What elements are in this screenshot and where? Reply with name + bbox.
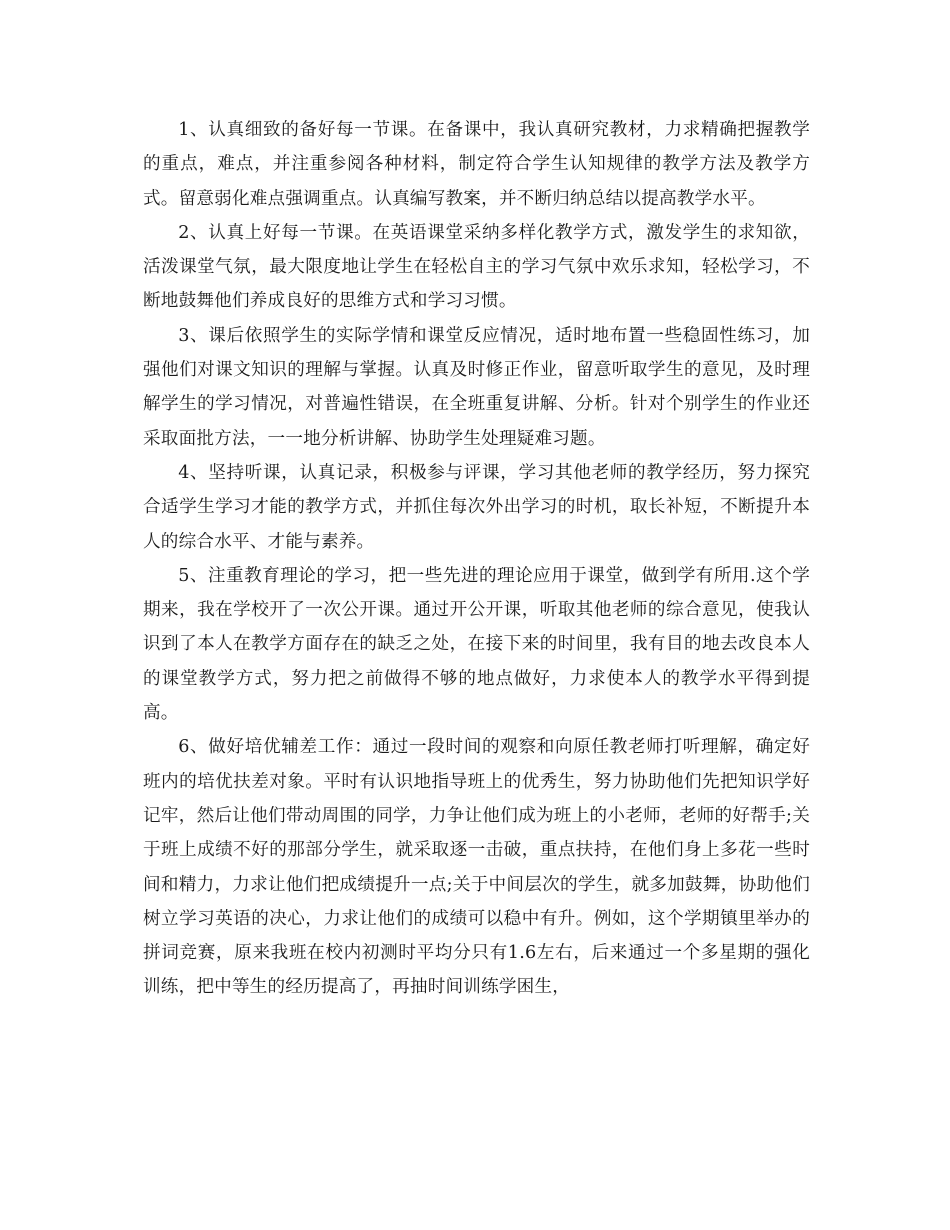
paragraph-6: 6、做好培优辅差工作：通过一段时间的观察和向原任教老师打听理解，确定好班内的培优扶差对象。平时有认识地指导班上的优秀生，努力协助他们先把知识学好记牢，然后让他们带动周围的同学，力争让他们成为班上的小老师，老师的好帮手;关于班上成绩不好的那部分学生，就采取逐一击破，重点扶持，在他们身上多花一些时间和精力，力求让他们把成绩提升一点;关于中间层次的学生，就多加鼓舞，协助他们树立学习英语的决心，力求让他们的成绩可以稳中有升。例如，这个学期镇里举办的拼词竞赛，原来我班在校内初测时平均分只有1.6左右，后来通过一个多星期的强化训练，把中等生的经历提高了，再抽时间训练学困生， [143,737,810,998]
paragraph-3: 3、课后依照学生的实际学情和课堂反应情况，适时地布置一些稳固性练习，加强他们对课文知识的理解与掌握。认真及时修正作业，留意听取学生的意见，及时理解学生的学习情况，对普遍性错误，在全班重复讲解、分析。针对个别学生的作业还采取面批方法，一一地分析讲解、协助学生处理疑难习题。 [143,325,810,449]
paragraph-5: 5、注重教育理论的学习，把一些先进的理论应用于课堂，做到学有所用.这个学期来，我在学校开了一次公开课。通过开公开课，听取其他老师的综合意见，使我认识到了本人在教学方面存在的缺乏之处，在接下来的时间里，我有目的地去改良本人的课堂教学方式，努力把之前做得不够的地点做好，力求使本人的教学水平得到提高。 [143,565,810,724]
paragraph-2: 2、认真上好每一节课。在英语课堂采纳多样化教学方式，激发学生的求知欲，活泼课堂气氛，最大限度地让学生在轻松自主的学习气氛中欢乐求知，轻松学习，不断地鼓舞他们养成良好的思维方式和学习习惯。 [143,222,810,312]
document-body [143,113,810,1005]
paragraph-1: 1、认真细致的备好每一节课。在备课中，我认真研究教材，力求精确把握教学的重点，难点，并注重参阅各种材料，制定符合学生认知规律的教学方法及教学方式。留意弱化难点强调重点。认真编写教案，并不断归纳总结以提高教学水平。 [143,120,810,209]
paragraph-4: 4、坚持听课，认真记录，积极参与评课，学习其他老师的教学经历，努力探究合适学生学习才能的教学方式，并抓住每次外出学习的时机，取长补短，不断提升本人的综合水平、才能与素养。 [143,462,810,552]
